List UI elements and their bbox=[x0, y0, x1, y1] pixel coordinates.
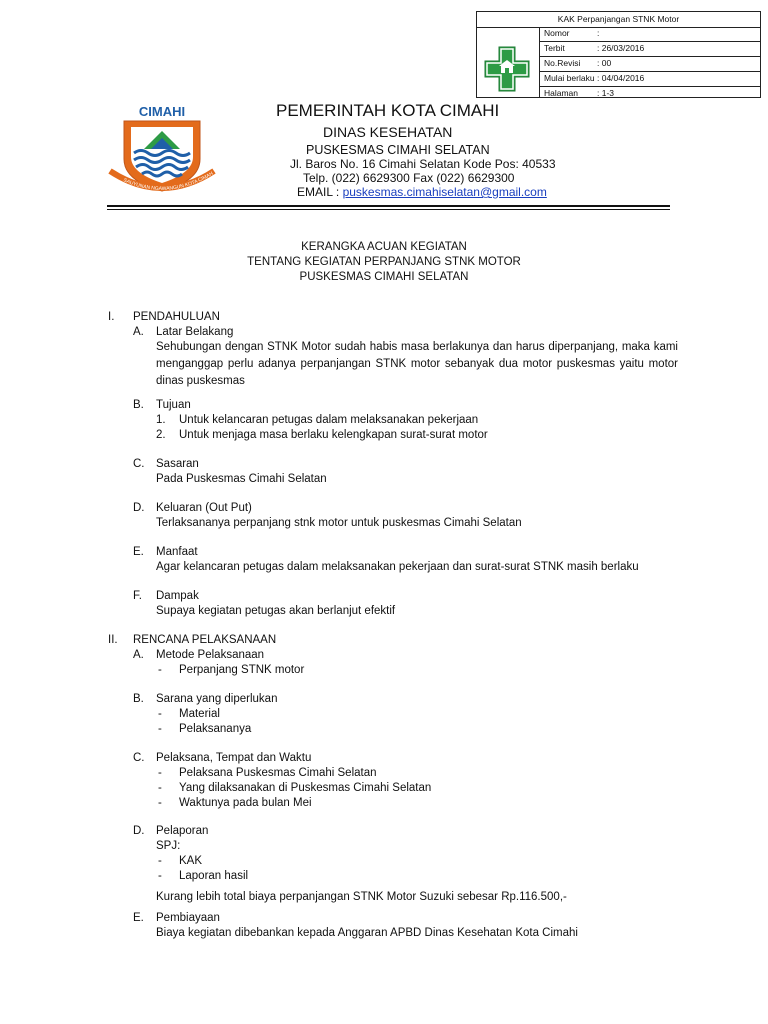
subsection-letter: F. bbox=[133, 590, 142, 602]
letterhead-line-1: PEMERINTAH KOTA CIMAHI bbox=[276, 101, 500, 120]
dash-bullet: - bbox=[158, 708, 162, 720]
subsection-title: Pelaksana, Tempat dan Waktu bbox=[156, 752, 312, 764]
section-number: II. bbox=[108, 634, 118, 646]
letterhead-line-2: DINAS KESEHATAN bbox=[323, 124, 453, 140]
subsection-letter: C. bbox=[133, 458, 145, 470]
subsection-title: Pelaporan bbox=[156, 825, 209, 837]
list-item: Perpanjang STNK motor bbox=[179, 664, 305, 676]
info-row: Nomor : bbox=[539, 27, 760, 42]
subsection-title: Dampak bbox=[156, 590, 199, 602]
subsection-title: Manfaat bbox=[156, 546, 198, 558]
dash-bullet: - bbox=[158, 664, 162, 676]
doc-title: KAK Perpanjangan STNK Motor bbox=[477, 12, 760, 28]
subsection-letter: A. bbox=[133, 326, 144, 338]
list-number: 1. bbox=[156, 414, 166, 426]
info-row: Halaman : 1-3 bbox=[544, 88, 615, 98]
cimahi-city-logo bbox=[104, 101, 220, 197]
subsection-letter: E. bbox=[133, 546, 144, 558]
list-item: Untuk menjaga masa berlaku kelengkapan surat-surat motor bbox=[179, 429, 488, 441]
logo-text: CIMAHI bbox=[138, 104, 186, 119]
dash-bullet: - bbox=[158, 797, 162, 809]
pembiayaan-text: Biaya kegiatan dibebankan kepada Anggaran APBD Dinas Kesehatan Kota Cimahi bbox=[156, 927, 578, 939]
subsection-letter: B. bbox=[133, 693, 144, 705]
dash-bullet: - bbox=[158, 870, 162, 882]
list-item: Untuk kelancaran petugas dalam melaksanakan pekerjaan bbox=[179, 414, 479, 426]
keluaran-text: Terlaksananya perpanjang stnk motor untuk puskesmas Cimahi Selatan bbox=[156, 517, 522, 529]
subsection-letter: D. bbox=[133, 825, 145, 837]
subsection-letter: E. bbox=[133, 912, 144, 924]
dampak-text: Supaya kegiatan petugas akan berlanjut efektif bbox=[156, 605, 396, 617]
list-item: Laporan hasil bbox=[179, 870, 249, 882]
list-item: KAK bbox=[179, 855, 203, 867]
subsection-title: Tujuan bbox=[156, 399, 191, 411]
section-title: RENCANA PELAKSANAAN bbox=[133, 634, 277, 646]
subsection-title: Keluaran (Out Put) bbox=[156, 502, 252, 514]
subsection-letter: B. bbox=[133, 399, 144, 411]
list-item: Material bbox=[179, 708, 220, 720]
info-rows bbox=[539, 27, 760, 101]
cost-text: Kurang lebih total biaya perpanjangan STNK Motor Suzuki sebesar Rp.116.500,- bbox=[156, 891, 567, 903]
email-link[interactable]: puskesmas.cimahiselatan@gmail.com bbox=[342, 185, 547, 199]
list-item: Yang dilaksanakan di Puskesmas Cimahi Selatan bbox=[179, 782, 432, 794]
manfaat-text: Agar kelancaran petugas dalam melaksanakan pekerjaan dan surat-surat STNK masih berlaku bbox=[156, 561, 639, 573]
puskesmas-cross-icon bbox=[477, 27, 539, 97]
section-number: I. bbox=[108, 311, 115, 323]
info-row: No.Revisi : 00 bbox=[539, 57, 760, 72]
info-row: Mulai berlaku : 04/04/2016 bbox=[539, 72, 760, 87]
doc-heading-2: TENTANG KEGIATAN PERPANJANG STNK MOTOR bbox=[247, 256, 521, 268]
letterhead-line-3: PUSKESMAS CIMAHI SELATAN bbox=[306, 143, 490, 157]
subsection-title: Latar Belakang bbox=[156, 326, 234, 338]
latar-belakang-text: Sehubungan dengan STNK Motor sudah habis masa berlakunya dan harus diperpanjang, maka kami menganggap perlu adanya perpanjangan STNK motor sebanyak dua motor puskesmas yaitu motor dinas puskesmas bbox=[156, 341, 678, 387]
letterhead-line-5: Telp. (022) 6629300 Fax (022) 6629300 bbox=[303, 171, 515, 185]
subsection-title: Sasaran bbox=[156, 458, 199, 470]
subsection-title: Pembiayaan bbox=[156, 912, 220, 924]
letterhead-email bbox=[297, 185, 547, 199]
logo-motto: SAUYUNAN NGAWANGUN KOTA CIMAH bbox=[122, 170, 215, 193]
dash-bullet: - bbox=[158, 723, 162, 735]
subsection-letter: A. bbox=[133, 649, 144, 661]
email-label: EMAIL : bbox=[297, 185, 343, 199]
dash-bullet: - bbox=[158, 782, 162, 794]
letterhead-rule-thin bbox=[107, 209, 670, 210]
subsection-title: Sarana yang diperlukan bbox=[156, 693, 278, 705]
puskesmas-logo-cell bbox=[477, 27, 540, 97]
subsection-letter: D. bbox=[133, 502, 145, 514]
list-item: Waktunya pada bulan Mei bbox=[179, 797, 312, 809]
list-item: Pelaksana Puskesmas Cimahi Selatan bbox=[179, 767, 377, 779]
dash-bullet: - bbox=[158, 855, 162, 867]
dash-bullet: - bbox=[158, 767, 162, 779]
letterhead-rule-thick bbox=[107, 205, 670, 207]
list-number: 2. bbox=[156, 429, 166, 441]
subsection-letter: C. bbox=[133, 752, 145, 764]
spj-label: SPJ: bbox=[156, 840, 181, 852]
section-title: PENDAHULUAN bbox=[133, 311, 220, 323]
doc-heading-1: KERANGKA ACUAN KEGIATAN bbox=[301, 241, 467, 253]
doc-heading-3: PUSKESMAS CIMAHI SELATAN bbox=[299, 271, 469, 283]
subsection-title: Metode Pelaksanaan bbox=[156, 649, 265, 661]
letterhead-line-4: Jl. Baros No. 16 Cimahi Selatan Kode Pos: 40533 bbox=[290, 157, 556, 171]
list-item: Pelaksananya bbox=[179, 723, 252, 735]
info-row: Terbit : 26/03/2016 bbox=[539, 42, 760, 57]
document-info-box bbox=[476, 11, 761, 98]
sasaran-text: Pada Puskesmas Cimahi Selatan bbox=[156, 473, 327, 485]
